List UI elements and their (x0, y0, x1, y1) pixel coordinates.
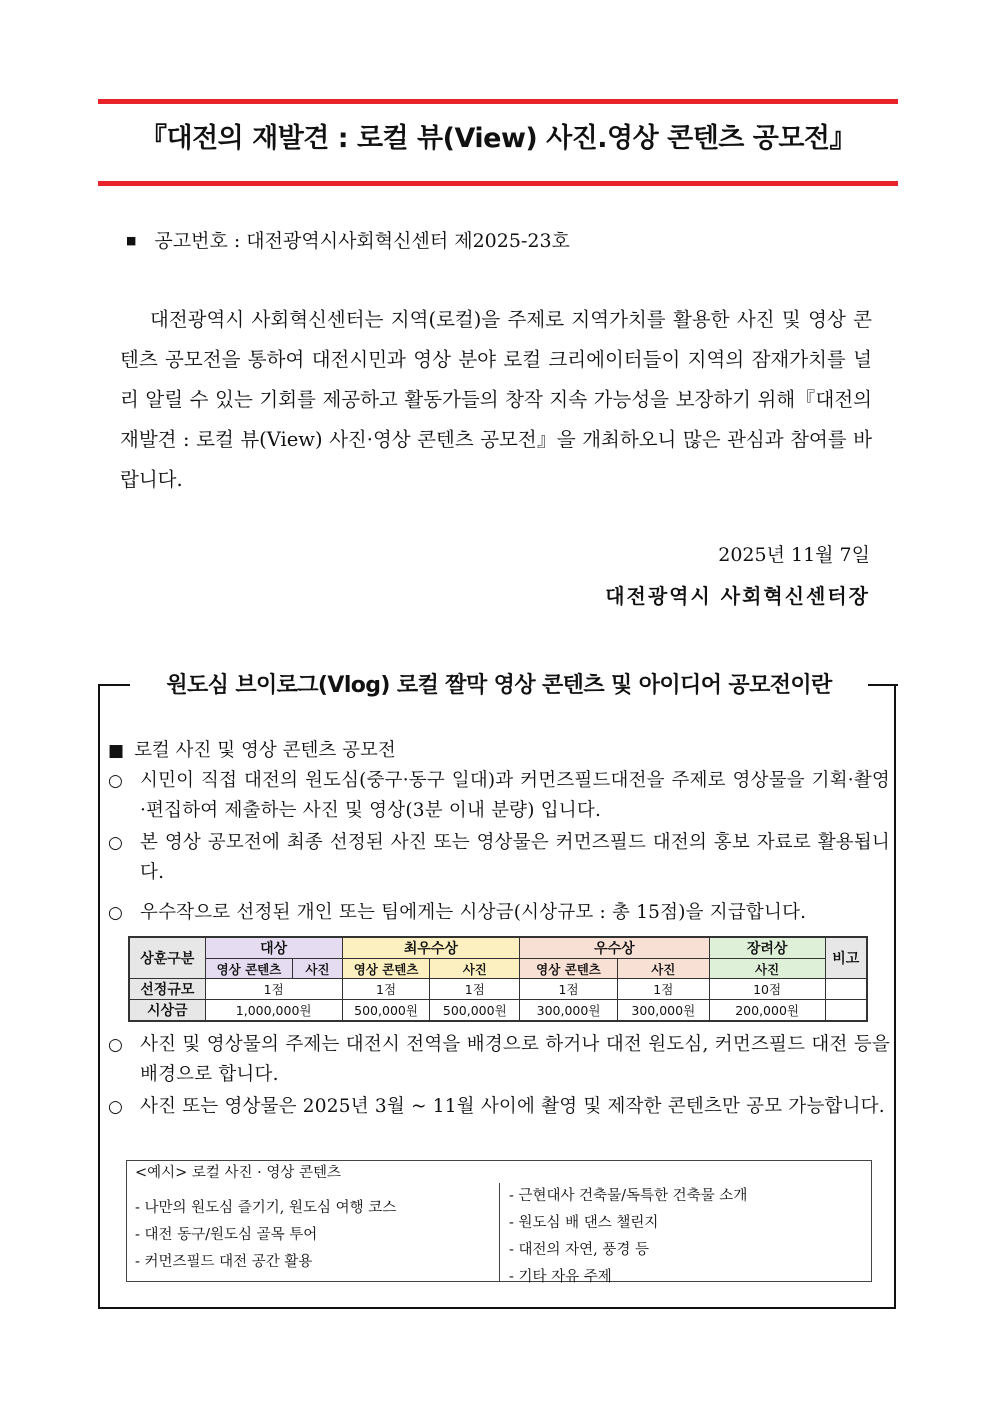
example-item: - 근현대사 건축물/독특한 건축물 소개 (509, 1188, 748, 1204)
table-cell: 1점 (617, 979, 709, 1000)
sub-photo: 사진 (430, 959, 520, 979)
table-cell: 1점 (430, 979, 520, 1000)
table-row (129, 1000, 867, 1022)
list-item-text: 시민이 직접 대전의 원도심(중구·동구 일대)과 커먼즈필드대전을 주제로 영상물을 기획·촬영·편집하여 제출하는 사진 및 영상(3분 이내 분량) 입니다. (140, 770, 890, 821)
list-item (108, 828, 890, 888)
sub-photo: 사진 (709, 959, 825, 979)
list-item-text: 우수작으로 선정된 개인 또는 팀에게는 시상금(시상규모 : 총 15점)을 지급합니다. (140, 902, 807, 923)
table-cell (825, 1000, 867, 1022)
list-item-text: 사진 및 영상물의 주제는 대전시 전역을 배경으로 하거나 대전 원도심, 커먼즈필드 대전 등을 배경으로 합니다. (140, 1034, 890, 1085)
header-category: 상훈구분 (129, 937, 205, 979)
circle-bullet-icon: ○ (108, 1097, 123, 1117)
page-title: 『대전의 재발견 : 로컬 뷰(View) 사진.영상 콘텐츠 공모전』 (139, 123, 857, 154)
notice-number (126, 226, 570, 253)
list-item (108, 766, 890, 826)
header-grand: 대상 (205, 937, 342, 959)
examples-right (509, 1183, 747, 1291)
header-excellent2: 우수상 (520, 937, 710, 959)
row-label: 선정규모 (129, 979, 205, 1000)
title-bottom-rule (98, 181, 898, 186)
sub-photo: 사진 (293, 959, 342, 979)
list-item (108, 1092, 890, 1122)
example-item: - 나만의 원도심 즐기기, 원도심 여행 코스 (135, 1200, 397, 1216)
header-excellent1: 최우수상 (342, 937, 519, 959)
section-heading (108, 736, 396, 762)
table-cell: 10점 (709, 979, 825, 1000)
examples-heading: <예시> 로컬 사진 · 영상 콘텐츠 (135, 1165, 342, 1181)
table-row (129, 979, 867, 1000)
title-top-rule (98, 99, 898, 104)
circle-bullet-icon: ○ (108, 833, 123, 853)
list-item (108, 1030, 890, 1090)
header-note: 비고 (825, 937, 867, 979)
section-heading-text: 로컬 사진 및 영상 콘텐츠 공모전 (134, 740, 396, 761)
example-item: - 대전의 자연, 풍경 등 (509, 1242, 650, 1258)
example-item: - 커먼즈필드 대전 공간 활용 (135, 1254, 313, 1270)
table-cell: 200,000원 (709, 1000, 825, 1022)
examples-left (135, 1195, 396, 1276)
row-label: 시상금 (129, 1000, 205, 1022)
table-cell: 1점 (342, 979, 430, 1000)
header-encourage: 장려상 (709, 937, 825, 959)
list-item-text: 본 영상 공모전에 최종 선정된 사진 또는 영상물은 커먼즈필드 대전의 홍보 자료로 활용됩니다. (140, 832, 890, 883)
filled-square-icon: ■ (108, 741, 125, 761)
circle-bullet-icon: ○ (108, 1035, 123, 1055)
example-item: - 대전 동구/원도심 골목 투어 (135, 1227, 318, 1243)
table-cell: 1점 (205, 979, 342, 1000)
announcement-date: 2025년 11월 7일 (718, 544, 870, 566)
examples-box (126, 1160, 872, 1285)
sub-video: 영상 콘텐츠 (205, 959, 293, 979)
issuer-name: 대전광역시 사회혁신센터장 (605, 584, 870, 608)
box-top-line-left (98, 684, 130, 686)
circle-bullet-icon: ○ (108, 903, 123, 923)
list-item-text: 사진 또는 영상물은 2025년 3월 ~ 11월 사이에 촬영 및 제작한 콘텐츠만 공모 가능합니다. (140, 1096, 885, 1117)
intro-paragraph: 대전광역시 사회혁신센터는 지역(로컬)을 주제로 지역가치를 활용한 사진 및 영상 콘텐츠 공모전을 통하여 대전시민과 영상 분야 로컬 크리에이터들이 지역의 잠재가치를 널리 알릴 수 있는 기회를 제공하고 활동가들의 창작 지속 가능성을 보장하기 위해『대전의 재발견 : 로컬 뷰(View) 사진·영상 콘텐츠 공모전』을 개최하오니 많은 관심과 참여를 바랍니다. (120, 308, 872, 491)
sub-video: 영상 콘텐츠 (342, 959, 430, 979)
table-cell (825, 979, 867, 1000)
table-cell: 300,000원 (520, 1000, 618, 1022)
square-bullet-icon: ■ (126, 234, 137, 247)
table-cell: 500,000원 (342, 1000, 430, 1022)
sub-video: 영상 콘텐츠 (520, 959, 618, 979)
circle-bullet-icon: ○ (108, 771, 123, 791)
example-item: - 기타 자유 주제 (509, 1269, 612, 1285)
example-item: - 원도심 배 댄스 챌린지 (509, 1215, 659, 1231)
sub-photo: 사진 (617, 959, 709, 979)
table-cell: 1,000,000원 (205, 1000, 342, 1022)
prize-table (128, 936, 868, 1022)
examples-divider (499, 1183, 500, 1282)
table-cell: 300,000원 (617, 1000, 709, 1022)
box-top-line-right (868, 684, 898, 686)
table-cell: 1점 (520, 979, 618, 1000)
box-title: 원도심 브이로그(Vlog) 로컬 짤막 영상 콘텐츠 및 아이디어 공모전이란 (166, 673, 832, 698)
notice-label: 공고번호 : 대전광역시사회혁신센터 제2025-23호 (154, 230, 570, 252)
table-cell: 500,000원 (430, 1000, 520, 1022)
list-item (108, 898, 890, 928)
